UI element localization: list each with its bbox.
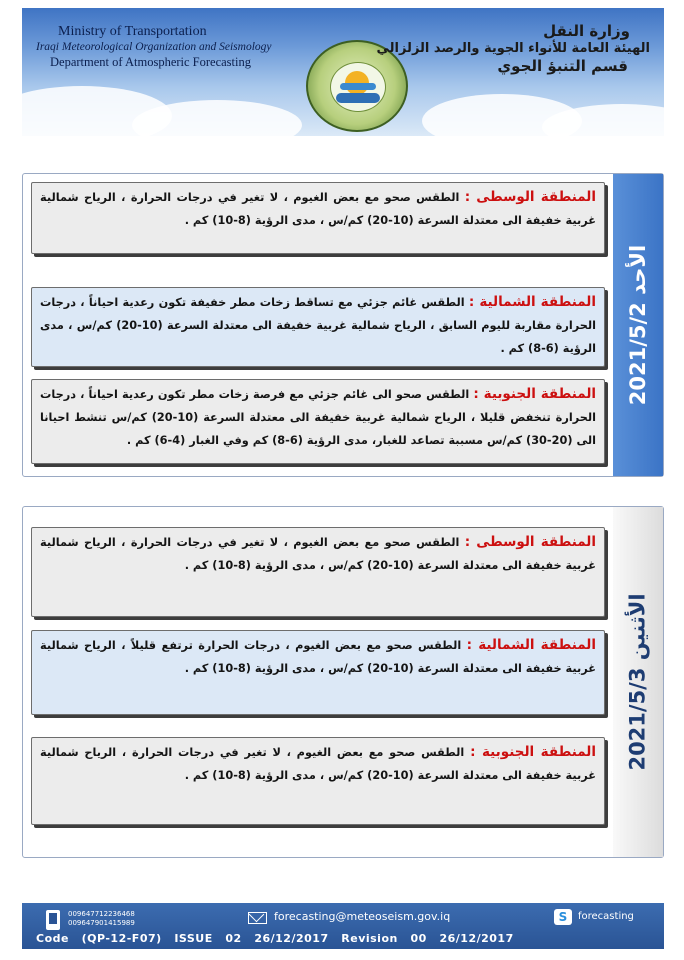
- region-forecast-text: الطقس صحو مع بعض الغيوم ، لا تغير في درجات الحرارة ، الرياح شمالية غربية خفيفة الى معتدلة السرعة (10-20) كم/س ، مدى الرؤية (8-10) كم .: [40, 536, 596, 572]
- region-forecast-central: [31, 182, 605, 254]
- logo-wave-icon: [340, 83, 376, 90]
- region-name: المنطقة الوسطى :: [464, 534, 596, 550]
- forecast-day-2: [22, 506, 664, 858]
- forecast-date: الأحد 2021/5/2: [626, 244, 650, 406]
- ministry-name-ar: وزارة النقل: [543, 22, 630, 40]
- region-name: المنطقة الوسطى :: [464, 189, 596, 205]
- region-forecast-text: الطقس صحو مع بعض الغيوم ، لا تغير في درجات الحرارة ، الرياح شمالية غربية خفيفة الى معتدلة السرعة (10-20) كم/س ، مدى الرؤية (8-10) كم .: [40, 191, 596, 227]
- region-name: المنطقة الشمالية :: [468, 294, 596, 310]
- region-forecast-central: [31, 527, 605, 617]
- header-arabic: [376, 22, 650, 75]
- region-name: المنطقة الجنوبية :: [470, 744, 596, 760]
- region-forecast-north: [31, 287, 605, 367]
- organization-name-en: Iraqi Meteorological Organization and Seismology: [36, 41, 272, 53]
- region-forecast-text: الطقس صحو الى غائم جزئي مع فرصة زخات مطر تكون رعدية احياناً ، درجات الحرارة تنخفض قليلا ، الرياح شمالية غربية خفيفة الى معتدلة السرعة (10-20) كم/س تنشط احيانا الى (20-30) كم/س مسببة تصاعد للغبار، مدى الرؤية (6-8) كم وفي الغبار (4-6) كم .: [40, 388, 596, 447]
- ministry-name-en: Ministry of Transportation: [58, 24, 207, 39]
- skype-handle[interactable]: forecasting: [578, 911, 634, 922]
- region-forecast-text: الطقس صحو مع بعض الغيوم ، لا تغير في درجات الحرارة ، الرياح شمالية غربية خفيفة الى معتدلة السرعة (10-20) كم/س ، مدى الرؤية (8-10) كم .: [40, 746, 596, 782]
- document-code: Code (QP-12-F07) ISSUE 02 26/12/2017 Revision 00 26/12/2017: [36, 932, 514, 945]
- page-footer: [22, 903, 664, 949]
- date-column: [613, 507, 663, 857]
- forecast-date: الأثنين 2021/5/3: [626, 593, 650, 771]
- region-forecast-text: الطقس صحو مع بعض الغيوم ، درجات الحرارة ترتفع قليلاً ، الرياح شمالية غربية خفيفة الى معتدلة السرعة (10-20) كم/س ، مدى الرؤية (8-10) كم .: [40, 639, 596, 675]
- email-link[interactable]: forecasting@meteoseism.gov.iq: [274, 910, 451, 923]
- phone-icon: [46, 910, 60, 930]
- phone-numbers: [68, 910, 135, 928]
- department-name-en: Department of Atmospheric Forecasting: [50, 55, 251, 69]
- region-forecast-north: [31, 630, 605, 715]
- region-name: المنطقة الشمالية :: [466, 637, 596, 653]
- organization-name-ar: الهيئة العامة للأنواء الجوية والرصد الزلزالي: [376, 41, 650, 56]
- region-name: المنطقة الجنوبية :: [473, 386, 597, 402]
- department-name-ar: قسم التنبؤ الجوي: [497, 57, 628, 75]
- phone-number: 009647712236468: [68, 910, 135, 918]
- skype-icon: S: [554, 909, 572, 925]
- forecast-day-1: [22, 173, 664, 477]
- region-forecast-south: [31, 737, 605, 825]
- phone-number: 009647901415989: [68, 919, 135, 927]
- region-forecast-text: الطقس غائم جزئي مع تساقط زخات مطر خفيفة تكون رعدية احياناً ، درجات الحرارة مقاربة لليوم السابق ، الرياح شمالية غربية خفيفة الى معتدلة السرعة (10-20) كم/س ، مدى الرؤية (6-8) كم .: [40, 296, 596, 355]
- header-english: [36, 24, 272, 70]
- page-header: [22, 8, 664, 136]
- logo-wave-icon: [336, 93, 380, 103]
- region-forecast-south: [31, 379, 605, 464]
- date-column: [613, 174, 663, 476]
- mail-icon: [248, 912, 267, 924]
